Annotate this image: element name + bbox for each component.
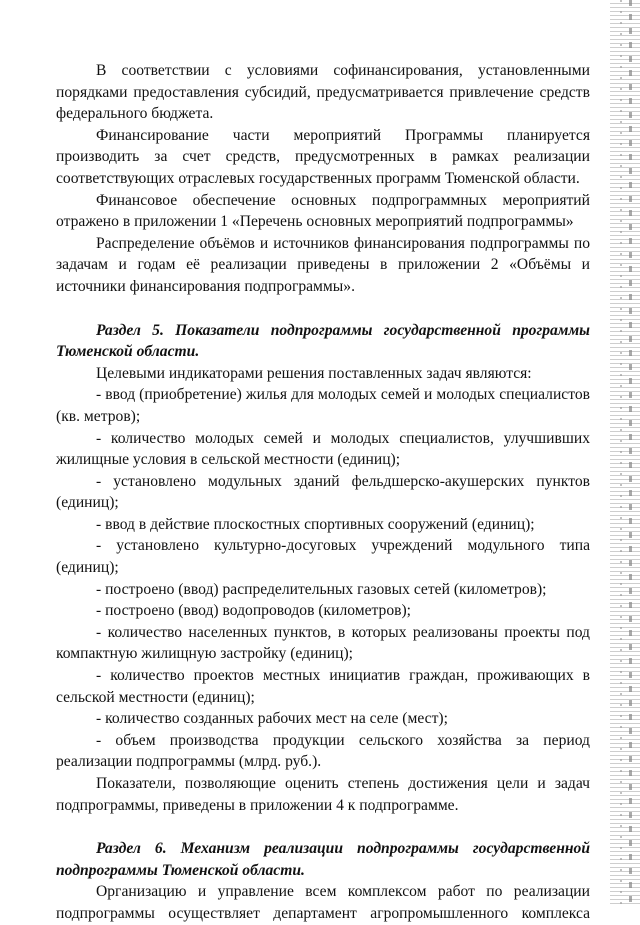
indicator-item: - объем производства продукции сельского хозяйства за период реализации подпрограммы (млрд. руб.). bbox=[56, 731, 590, 771]
paragraph-financial-support: Финансовое обеспечение основных подпрограммных мероприятий отражено в приложении 1 «Перечень основных мероприятий подпрограммы» bbox=[56, 191, 590, 231]
indicator-item: - количество молодых семей и молодых специалистов, улучшивших жилищные условия в сельской местности (единиц); bbox=[56, 429, 590, 469]
indicator-item: - ввод в действие плоскостных спортивных сооружений (единиц); bbox=[96, 515, 535, 533]
indicator-item: - построено (ввод) водопроводов (километров); bbox=[96, 602, 412, 620]
scan-edge-artifact bbox=[610, 0, 640, 905]
section-gap bbox=[56, 816, 590, 838]
section6-text: Организацию и управление всем комплексом работ по реализации подпрограммы осуществляет департамент агропромышленного комплекса bbox=[56, 883, 590, 922]
indicator-item: - установлено культурно-досуговых учреждений модульного типа (единиц); bbox=[56, 537, 590, 577]
paragraph-financing-part: Финансирование части мероприятий Программы планируется производить за счет средств, предусмотренных в рамках реализации соответствующих отраслевых государственных программ Тюменской области. bbox=[56, 126, 590, 187]
indicator-item: - установлено модульных зданий фельдшерско-акушерских пунктов (единиц); bbox=[56, 472, 590, 512]
indicator-item: - количество проектов местных инициатив граждан, проживающих в сельской местности (единиц); bbox=[56, 667, 590, 706]
section6-heading: Раздел 6. Механизм реализации подпрограммы государственной подпрограммы Тюменской области. bbox=[56, 840, 590, 879]
section5-closing: Показатели, позволяющие оценить степень достижения цели и задач подпрограммы, приведены в приложении 4 к подпрограмме. bbox=[56, 775, 590, 814]
section-gap bbox=[56, 298, 590, 320]
indicator-item: - ввод (приобретение) жилья для молодых семей и молодых специалистов (кв. метров); bbox=[56, 386, 590, 425]
paragraph-distribution: Распределение объёмов и источников финансирования подпрограммы по задачам и годам её реализации приведены в приложении 2 «Объёмы и источники финансирования подпрограммы». bbox=[56, 234, 590, 295]
paragraph-cofinancing: В соответствии с условиями софинансирования, установленными порядками предоставления субсидий, предусматривается привлечение средств федерального бюджета. bbox=[56, 62, 590, 123]
indicator-item: - количество населенных пунктов, в которых реализованы проекты под компактную жилищную застройку (единиц); bbox=[56, 623, 590, 663]
document-page bbox=[56, 60, 590, 925]
section5-intro: Целевыми индикаторами решения поставленных задач являются: bbox=[96, 364, 532, 382]
section5-heading: Раздел 5. Показатели подпрограммы государственной программы Тюменской области. bbox=[56, 321, 590, 361]
indicator-item: - количество созданных рабочих мест на селе (мест); bbox=[96, 710, 448, 728]
indicator-item: - построено (ввод) распределительных газовых сетей (километров); bbox=[96, 580, 547, 598]
